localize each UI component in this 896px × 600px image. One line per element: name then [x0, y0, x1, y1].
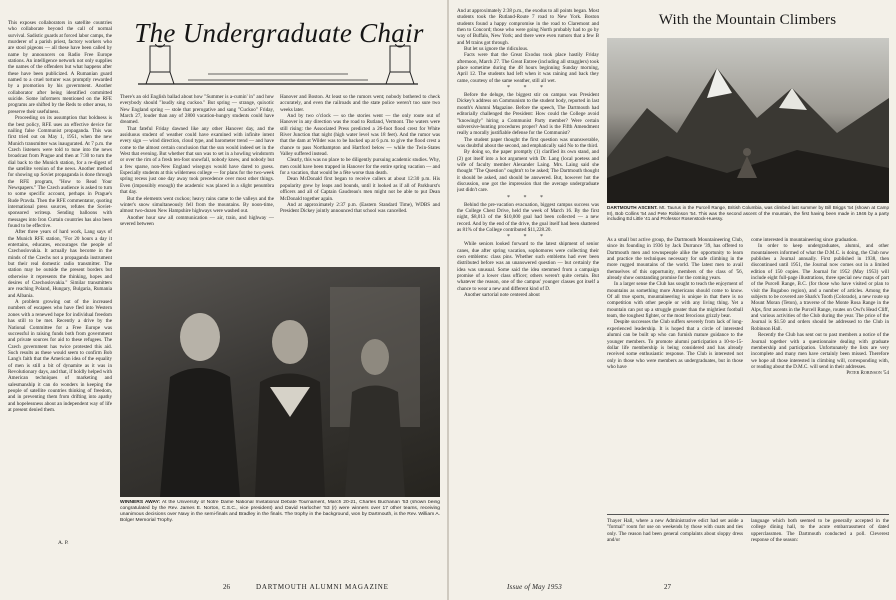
photo-figures: [120, 267, 440, 497]
section-title: The Undergraduate Chair: [134, 18, 424, 48]
paragraph: And by two o'clock — so the stories went — the only route out of Hanover in any direction was the road to Rutland, Vermont. The waters were still rising: the Associated Press predicted a 26-foot flood crest for White River Junction that night (high water level was 18 feet). And the rumor was that the dam at Wilder was to be backed up at 6 p.m. to give the flood crest a chance to pass Northampton and Hartford below — while the Twin-States Valley suffered instead.: [280, 113, 440, 158]
paragraph: That fateful Friday dawned like any other Hanover day, and the assiduous student of weather could have examined with infinite intent every sign — wind direction, cloud type, and barometer trend — and have come to the almost certain conclusion that the sun would indeed set in the West that evening. But whether that sun was to set in a howling windstorm or over the rim of a fresh ten-foot snowfall, nobody knew, and nobody but a few sparse, non-New England wiseguys would have dared to guess. Especially students at this wilderness college — for plans for the two-week spring recess just one day away took precedence over most other things. Even (impossibly enough) the academic was placed in a slight penumbra that day.: [120, 125, 274, 196]
paragraph: Hanover and Boston. At least so the rumors went; nobody bothered to check accurately, and even the railroads and the state police weren't too sure two weeks later.: [280, 94, 440, 113]
paragraph: There's an old English ballad about how "Summer is a-cumin' in" and how everybody should "loudly sing cuckoo." But spring — strange, quixotic New England spring — stole that prerogative and sang "Cuckoo" Friday, March 27, louder than any of 2800 vacation-hungry students could have dreamed.: [120, 94, 274, 126]
left-page: [0, 0, 447, 600]
signoff: Peter Robinson '54: [846, 370, 889, 377]
divider-rule: [607, 514, 889, 515]
paragraph: This exposes collaborators in satellite countries who collaborate beyond the call of normal survival. Sadistic guards at forced labor camps, the murderer of a parish priest, factory workers who are stool pigeons — all these have been called by name by announcers on Radio Free Europe stations. An intelligence network not only supplies the names of the offenders but what happens after these have been publicized. A Rumanian guard named to a cruel torturer was promptly rewarded by a promotion by his government. Another collaborator after being identified committed suicide. Some informers mentioned on the RFE programs are shifted by the Reds to other areas, to preserve their usefulness.: [8, 20, 112, 115]
paragraph: Despite successes the Club suffers severely from lack of long-experienced leadership. It is hoped that a circle of interested alumni can be built up who can furnish mature guidance to the younger members. To promote alumni participation a 10-to-15-dollar life membership is being considered and has already received some enthusiastic response. The Club is interested not only in those who were members as undergraduates, but in those who have: [607, 319, 743, 370]
paragraph: Thayer Hall, where a new Administrative edict had set aside a "formal" room for use on weekends by those with coats and ties only. The reason had been general complaints about sloppy dress and/or: [607, 518, 743, 544]
caption-text: At the University of Notre Dame National Invitational Debate Tournament, March 20-21, Charles Buchanan '53 (shown being congratulated by the Rev. James E. Norton, C.S.C., vice president) and David Harlocher '53 (r) were winners over 17 other teams, receiving unanimous decisions over Navy in the semi-finals and Bradley in the finals. The trophy in the background, won by Dartmouth, is the Rev. William A. Bolger Memorial Trophy.: [120, 500, 440, 524]
undergraduate-chair-header: [118, 14, 440, 92]
debate-team-photo: [120, 267, 440, 497]
paragraph: Before the deluge, the biggest stir on campus was President Dickey's address on Communism to the student body, reported in last month's Alumni Magazine. Before the speech, The Dartmouth had editorially challenged the President: How could the College avoid "knowingly" hiring a Communist Party member? Were certain subversive-hunting procedures proper? And is the Fifth Amendment really a morally justifiable defense for the Communist?: [457, 92, 599, 137]
undergrad-continuation-1: [607, 518, 743, 578]
caption-lead: WINNERS AWAY:: [120, 500, 161, 505]
paragraph: While seniors looked forward to the latest shipment of senior canes, due after spring vacation, sophomores were collecting their own emblems: class pins. Whether such emblems had ever been distributed before was an unanswered question — but certainly the idea was unusual. Some said the idea stemmed from a campaign promise of a lower class officer; others weren't quite certain. But whatever the reason, one of the campus' younger classes got itself a chance to wear a new and different kind of D.: [457, 241, 599, 292]
paragraph: come interested in mountaineering since graduation.: [751, 237, 858, 243]
paragraph: Recently the Club has sent out to past members a notice of the Journal together with a questionnaire dealing with graduate membership and participation. Unfortunately the lists are very incomplete and many men have certainly been missed. Therefore we hope all those interested in climbing will, corresponding with, or reading about the D.M.C. will send in their addresses.: [751, 332, 889, 370]
running-head: DARTMOUTH ALUMNI MAGAZINE: [256, 583, 389, 591]
mountain-photo: [607, 38, 889, 203]
undergrad-column-2: [280, 94, 440, 254]
section-break: * * *: [507, 194, 549, 201]
paragraph: After three years of hard work, Lang says of the Munich RFE station, "For 20 hours a day it entertains, educates, encourages the people of Czechoslovakia. It actually has become in the minds of the Czechs not a propaganda instrument but their real domestic radio transmitter. The station may be outside the present borders but otherwise it represents the thinking, hopes and desires of Czechoslovakia." Similar transmitters are reaching Poland, Hungary, Bulgaria, Rumania and Albania.: [8, 229, 112, 299]
caption-text: Mt. Taurus in the Purcell Range, British Columbia, was climbed last summer by Bill Briggs '54 (shown at Camp III), Bob Collins '54 and Pete Robinson '54. This was the second ascent of the mountain, the first having been made in 1946 by a party including Ed Little '41 and Professor Rosenstock-Huessy.: [607, 205, 889, 222]
section-break: * * *: [507, 85, 549, 92]
page-number: 26: [223, 583, 230, 591]
paragraph: Another sartorial note centered about: [464, 292, 540, 299]
rfe-article-column: [8, 20, 112, 536]
issue-line: Issue of May 1953: [507, 583, 562, 591]
paragraph: Proceeding on its assumption that boldness is the best policy, RFE uses an effective device for nailing false Communist propaganda. This was first tried out on May 1, 1951, when the new Munich transmitter was inaugurated. At 7 p.m. the Czech listeners were told to tune into the news broadcast from Prague and then at 7:30 to turn the dial back to the Munich station, for a re-digest of the satellite version of the news. Another method for showing up Soviet propaganda is done through the RFE program, "How to Read Your Newspapers." The Czech audience is asked to turn to some specific account, perhaps in Prague's Rude Pravda. Then the RFE commentator, quoting international press sources, refutes the Soviet-sponsored writeup. Sending balloons with messages into Iron Curtain countries has also been found to be effective.: [8, 115, 112, 229]
right-page: [449, 0, 896, 600]
paragraph: And at approximately 2:38 p.m., the exodus to all points began. Most students took the Rutland-Route 7 road to New York. Boston students found a happy compromise in the road to Claremont and then to Concord; those who were going North probably had to go by way of Buffalo, New York; and there were even rumors that a few B and M trains got through.: [457, 8, 599, 46]
undergrad-continuation-2: [751, 518, 889, 578]
article-title: With the Mountain Climbers: [658, 12, 837, 28]
photo-caption: [607, 205, 889, 233]
paragraph: Behind the pre-vacation evacuation, biggest campus success was the College Chest Drive, held the week of March 16. By the first night, $8,013 of the $10,000 goal had been collected — a new record. And by the end of the drive, the goal itself had been shattered as 81% of the College contributed $11,228.20.: [457, 201, 599, 233]
paragraph: Dean McDonald first began to receive callers at about 12:30 p.m. His popularity grew by leaps and bounds, until it looked as if all of Parkhurst's officers and all of Captain Gaudreau's men might not be able to put Dean McDonald together again.: [280, 176, 440, 202]
page-number: 27: [664, 583, 671, 591]
mountain-scene: [607, 38, 889, 203]
paragraph: language which both seemed to be generally accepted in the college dining hall, to the acute embarrassment of dated upperclassmen. The Dartmouth conducted a poll. Cleverest response of the season:: [751, 518, 889, 544]
caption-lead: DARTMOUTH ASCENT.: [607, 205, 658, 210]
author-initials: A. P.: [58, 540, 69, 546]
paragraph: A problem growing out of the increased numbers of escapees who have fled into Western zones with a renewed hope for individual freedom has still to be met. Recently a drive by the National Committee for a Free Europe was successful in raising funds both from government and private sources for aid to these refugees. The Czech government has twice protested this aid. Such results as these would seem to confirm Bob Lang's faith that the American idea of the equality of men is still a bit of dynamite as it was in Revolutionary days, and that, if boldly helped with American techniques of marketing and salesmanship it can do wonders in keeping the people of satellite countries thinking of freedom, and in preventing them from drifting into apathy and hopelessness about an independent way of life at present denied them.: [8, 299, 112, 413]
mountain-column-2: [751, 237, 889, 512]
section-break: * * *: [507, 234, 549, 241]
paragraph: But the elements went cuckoo; heavy rains came to the valleys and the winter's snow simultaneously fell from the mountains. By noon-time, almost two-dozen New Hampshire highways were washed out.: [120, 195, 274, 215]
paragraph: Facts were that the Great Exodus took place hastily Friday afternoon, March 27. The Great Entree (including all stragglers) took place sometime during the 48 hours beginning Sunday morning, April 12. The students had left when it was raining and back they came, courtesy of the same weather, still all wet.: [457, 52, 599, 84]
undergrad-column-3: [457, 8, 599, 578]
paragraph: The student paper thought the first question was unanswerable, was doubtful about the second, and emphatically said No to the third.: [457, 136, 599, 149]
paragraph: Another hour saw all communication — air, train, and highway — severed between: [120, 214, 274, 227]
paragraph: As a small but active group, the Dartmouth Mountaineering Club, since its founding in 1936 by Jack Durrance '39, has offered to Dartmouth men and townspeople alike the opportunity to learn and practice the techniques necessary for safe climbing in the more rugged mountains of the world. The latest men to avail themselves of this opportunity, members of the class of '56, already show outstanding promise for the coming years.: [607, 237, 743, 282]
chair-illustration: [118, 44, 440, 90]
photo-caption: [120, 500, 440, 575]
paragraph: By doing so, the paper promptly (1) clarified its own stand, and (2) got itself into a hot argument with Dr. Lang (local poetess and wife of faculty member Alexander Laing. Mrs. Laing said she thought "The Question" oughtn't to be asked; The Dartmouth thought it should be asked, and should be answered. But, however hot the discussion, one got the impression that the average undergraduate just didn't care.: [457, 149, 599, 194]
paragraph: But let us ignore the ridiculous.: [464, 46, 529, 53]
paragraph: Clearly, this was no place to be diligently pursuing academic studies. Why, men could have been trapped in Hanover for the entire spring vacation — and for a vacation, that would be a fête worse than death.: [280, 157, 440, 177]
paragraph: In a larger sense the Club has sought to teach the enjoyment of mountains as something more Americans should come to know. Of all true sports, mountaineering is unique in that there is no competition with other people or with any living thing. Yet a mountain can put up a struggle greater than the mightiest football team, the toughest fighter, or the most ferocious grizzly bear.: [607, 281, 743, 320]
undergrad-column-1: [120, 94, 274, 254]
paragraph: In order to keep undergraduates, alumni, and other mountaineers informed of what the D.M.C. is doing, the Club now publishes a Journal annually. First published in 1938, then discontinued until 1951, the Journal now comes out in a limited edition of 150 copies. The Journal for 1952 (May 1953) will include eight full-page illustrations, three special new maps of part of the Purcell Range, B.C. (for those who have visited or plan to visit the Bugaboo region), and a number of articles. Among the subjects to be covered are Shark's Tooth (Colorado), a new route up Mount Moran (Teton), a traverse of the Monte Rosa Range in the Alps, first ascents in the Purcell Range, routes on Owl's Head Cliff, and various activities of the Club during the year. The price of the Journal is $1.50 and orders should be addressed to the Club in Robinson Hall.: [751, 243, 889, 332]
paragraph: And at approximately 2:37 p.m. (Eastern Standard Time), WDBS and President Dickey jointly announced that school was cancelled.: [280, 201, 440, 215]
mountain-column-1: [607, 237, 743, 512]
